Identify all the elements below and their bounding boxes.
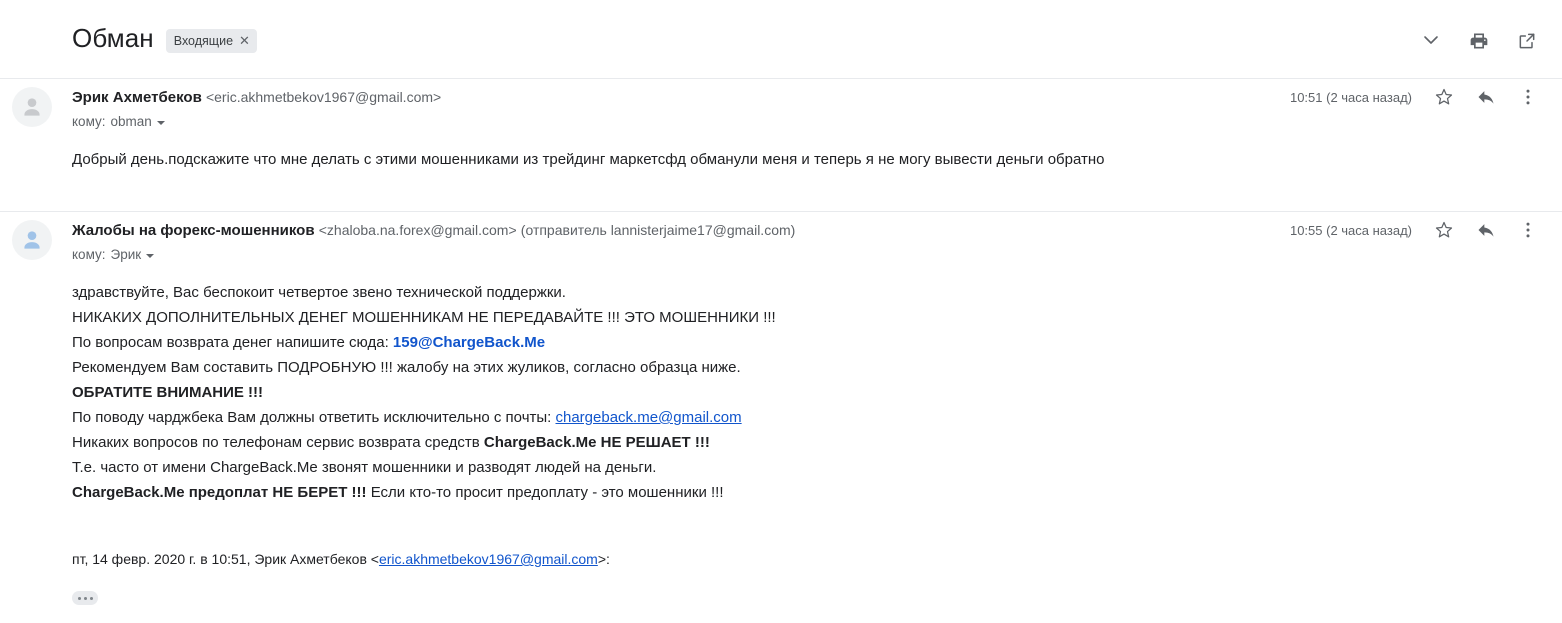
- body-line-attention: ОБРАТИТЕ ВНИМАНИЕ !!!: [72, 384, 264, 401]
- refund-email-link[interactable]: 159@ChargeBack.Me: [392, 334, 546, 351]
- message-timestamp: 10:55 (2 часа назад): [1289, 222, 1412, 238]
- recipient-value: Эрик: [110, 247, 142, 262]
- dot-icon: [90, 597, 93, 600]
- quote-suffix: >:: [597, 551, 610, 567]
- body-line-phone: [72, 430, 1538, 455]
- header-actions: [1420, 22, 1538, 52]
- dot-icon: [78, 597, 81, 600]
- recipient-value: obman: [110, 114, 152, 129]
- star-icon[interactable]: [1434, 87, 1454, 107]
- sender-name: Жалобы на форекс-мошенников: [72, 222, 315, 239]
- sender-block: [72, 212, 1290, 264]
- open-in-new-window-icon[interactable]: [1516, 30, 1538, 52]
- sender-email: <zhaloba.na.forex@gmail.com>: [318, 222, 517, 238]
- more-options-icon[interactable]: [1518, 220, 1538, 240]
- chevron-down-icon[interactable]: [146, 254, 154, 258]
- avatar: [12, 220, 52, 260]
- recipient-label: кому:: [72, 247, 106, 262]
- collapse-all-icon[interactable]: [1420, 30, 1442, 52]
- message-body: [72, 131, 1538, 172]
- subject-area: [72, 22, 1420, 54]
- prepay-bold: ChargeBack.Me предоплат НЕ БЕРЕТ !!!: [72, 484, 367, 501]
- label-chip-text: Входящие: [173, 34, 234, 48]
- phone-bold: ChargeBack.Me НЕ РЕШАЕТ !!!: [483, 434, 710, 451]
- reply-icon[interactable]: [1476, 87, 1496, 107]
- recipient-line[interactable]: [72, 246, 1290, 264]
- dot-icon: [84, 597, 87, 600]
- body-line: НИКАКИХ ДОПОЛНИТЕЛЬНЫХ ДЕНЕГ МОШЕННИКАМ НЕ ПЕРЕДАВАЙТЕ !!! ЭТО МОШЕННИКИ !!!: [72, 309, 776, 326]
- message-header: [72, 79, 1538, 131]
- close-icon[interactable]: ✕: [239, 33, 250, 48]
- label-chip-inbox[interactable]: [166, 29, 257, 53]
- show-trimmed-content-button[interactable]: [72, 591, 98, 605]
- avatar: [12, 87, 52, 127]
- page-title: Обман: [72, 23, 154, 53]
- star-icon[interactable]: [1434, 220, 1454, 240]
- sender-line: [72, 87, 1290, 108]
- body-line-mail: [72, 405, 1538, 430]
- quote-prefix: пт, 14 февр. 2020 г. в 10:51, Эрик Ахметбеков <: [72, 551, 379, 567]
- prepay-rest: Если кто-то просит предоплату - это мошенники !!!: [366, 484, 724, 501]
- recipient-line[interactable]: [72, 113, 1290, 131]
- body-line: Рекомендуем Вам составить ПОДРОБНУЮ !!! жалобу на этих жуликов, согласно образца ниже.: [72, 359, 741, 376]
- print-icon[interactable]: [1468, 30, 1490, 52]
- recipient-label: кому:: [72, 114, 106, 129]
- message-meta: [1290, 79, 1538, 107]
- more-options-icon[interactable]: [1518, 87, 1538, 107]
- message-item[interactable]: [0, 79, 1562, 211]
- phone-prefix: Никаких вопросов по телефонам сервис возврата средств: [72, 434, 484, 451]
- body-line-refund: [72, 330, 1538, 355]
- sender-block: [72, 79, 1290, 131]
- quoted-header: [72, 505, 1538, 569]
- body-line-prepay: [72, 480, 1538, 505]
- chargeback-email-link[interactable]: chargeback.me@gmail.com: [555, 409, 742, 426]
- sender-name: Эрик Ахметбеков: [72, 89, 202, 106]
- refund-prefix: По вопросам возврата денег напишите сюда:: [72, 334, 393, 351]
- message-item[interactable]: [0, 212, 1562, 612]
- message-meta: [1290, 212, 1538, 240]
- sender-extra: (отправитель lannisterjaime17@gmail.com): [520, 222, 796, 238]
- mail-prefix: По поводу чарджбека Вам должны ответить исключительно с почты:: [72, 409, 556, 426]
- sender-email: <eric.akhmetbekov1967@gmail.com>: [205, 89, 442, 105]
- body-line: Т.е. часто от имени ChargeBack.Me звонят мошенники и разводят людей на деньги.: [72, 459, 657, 476]
- reply-icon[interactable]: [1476, 220, 1496, 240]
- chevron-down-icon[interactable]: [157, 121, 165, 125]
- message-body: [72, 264, 1538, 505]
- message-timestamp: 10:51 (2 часа назад): [1289, 89, 1412, 105]
- message-header: [72, 212, 1538, 264]
- sender-line: [72, 220, 1290, 241]
- body-line: Добрый день.подскажите что мне делать с этими мошенниками из трейдинг маркетсфд обманули меня и теперь я не могу вывести деньги обратно: [72, 151, 1105, 168]
- quoted-sender-email-link[interactable]: eric.akhmetbekov1967@gmail.com: [378, 551, 598, 567]
- body-line: здравствуйте, Вас беспокоит четвертое звено технической поддержки.: [72, 284, 566, 301]
- thread-header: [0, 0, 1562, 78]
